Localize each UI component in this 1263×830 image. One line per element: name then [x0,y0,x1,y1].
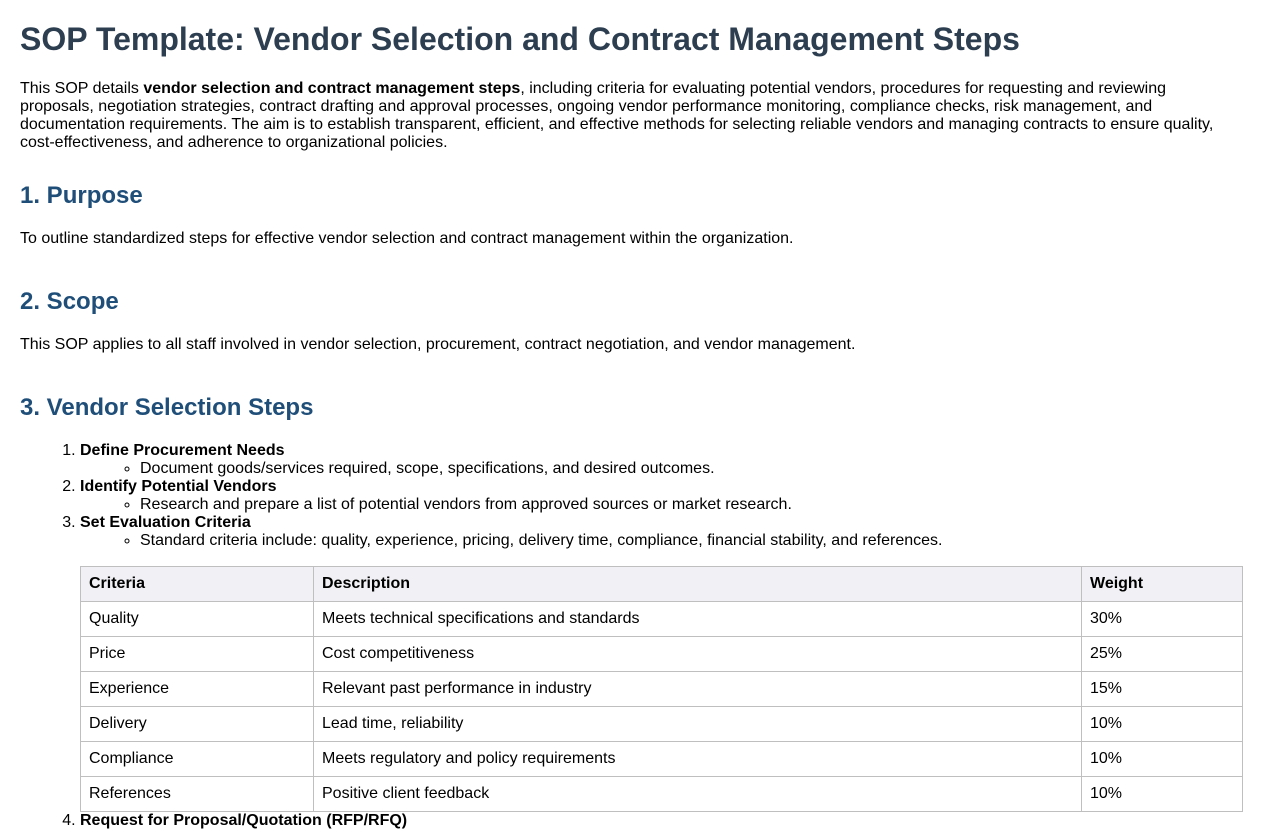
step-sublist [80,496,1243,514]
table-row [81,602,1243,637]
cell-criteria: Delivery [81,707,314,742]
cell-weight: 10% [1082,742,1243,777]
cell-description: Lead time, reliability [314,707,1082,742]
step-sublist [80,460,1243,478]
table-row [81,637,1243,672]
purpose-heading: 1. Purpose [20,182,143,209]
scope-text: This SOP applies to all staff involved in vendor selection, procurement, contract negotiation, and vendor management. [20,336,856,353]
step-item [80,514,1243,812]
table-row [81,777,1243,812]
header-criteria: Criteria [81,567,314,602]
step-item [80,442,1243,478]
step-title: Set Evaluation Criteria [80,514,251,531]
cell-criteria: Price [81,637,314,672]
step-title: Request for Proposal/Quotation (RFP/RFQ) [80,812,408,829]
intro-bold: vendor selection and contract management steps [143,80,521,97]
step-title: Identify Potential Vendors [80,478,277,495]
cell-description: Meets technical specifications and standards [314,602,1082,637]
purpose-text: To outline standardized steps for effective vendor selection and contract management within the organization. [20,230,794,247]
step-sublist [80,532,1243,550]
vendor-selection-heading: 3. Vendor Selection Steps [20,394,314,421]
cell-weight: 15% [1082,672,1243,707]
cell-criteria: Compliance [81,742,314,777]
step-detail: ◦ Standard criteria include: quality, experience, pricing, delivery time, compliance, financial stability, and references. [140,532,1243,550]
intro-suffix: , including criteria for evaluating potential vendors, procedures for requesting and reviewing proposals, negotiation strategies, contract drafting and approval processes, ongoing vendor performance monitoring, compliance checks, risk management, and documentation requirements. The aim is to establish transparent, efficient, and effective methods for selecting reliable vendors and managing contracts to ensure quality, cost-effectiveness, and adherence to organizational policies. [20,80,1214,151]
step-detail: ◦ Research and prepare a list of potential vendors from approved sources or market research. [140,496,1243,514]
cell-criteria: Experience [81,672,314,707]
cell-description: Positive client feedback [314,777,1082,812]
table-header-row [81,567,1243,602]
header-weight: Weight [1082,567,1243,602]
evaluation-criteria-table [80,566,1243,812]
table-row [81,707,1243,742]
scope-heading: 2. Scope [20,288,119,315]
table-row [81,672,1243,707]
header-description: Description [314,567,1082,602]
cell-criteria: Quality [81,602,314,637]
cell-weight: 30% [1082,602,1243,637]
cell-criteria: References [81,777,314,812]
step-item [80,812,1243,830]
cell-description: Relevant past performance in industry [314,672,1082,707]
vendor-selection-steps-list [20,442,1243,830]
step-detail: ◦ Document goods/services required, scope, specifications, and desired outcomes. [140,460,1243,478]
cell-weight: 10% [1082,777,1243,812]
cell-weight: 10% [1082,707,1243,742]
page-title: SOP Template: Vendor Selection and Contract Management Steps [20,21,1020,57]
step-title: Define Procurement Needs [80,442,285,459]
intro-prefix: This SOP details [20,80,144,97]
cell-description: Meets regulatory and policy requirements [314,742,1082,777]
intro-paragraph [20,80,1243,152]
cell-description: Cost competitiveness [314,637,1082,672]
step-item [80,478,1243,514]
cell-weight: 25% [1082,637,1243,672]
table-row [81,742,1243,777]
